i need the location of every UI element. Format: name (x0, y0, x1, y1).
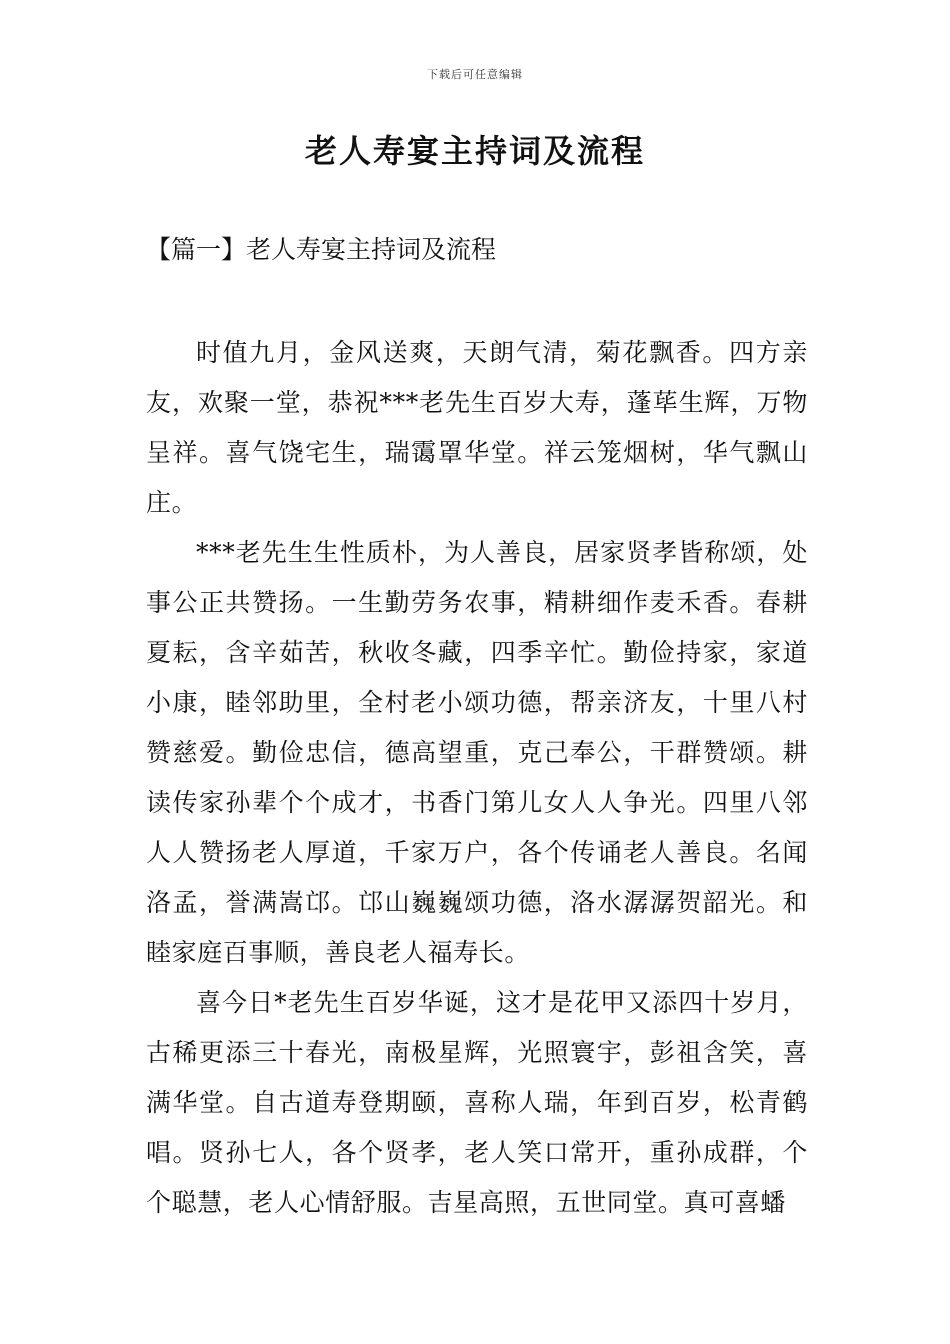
body-text (146, 328, 808, 1228)
document-title: 老人寿宴主持词及流程 (304, 132, 645, 170)
section-heading: 【篇一】老人寿宴主持词及流程 (146, 235, 497, 264)
header-note: 下载后可任意编辑 (427, 68, 523, 81)
paragraph-2: ***老先生生性质朴，为人善良，居家贤孝皆称颂，处事公正共赞扬。一生勤劳务农事，精耕细作麦禾香。春耕夏耘，含辛茹苦，秋收冬藏，四季辛忙。勤俭持家，家道小康，睦邻助里，全村老小颂功德，帮亲济友，十里八村赞慈爱。勤俭忠信，德高望重，克己奉公，干群赞颂。耕读传家孙辈个个成才，书香门第儿女人人争光。四里八邻人人赞扬老人厚道，千家万户，各个传诵老人善良。名闻洛孟，誉满嵩邙。邙山巍巍颂功德，洛水潺潺贺韶光。和睦家庭百事顺，善良老人福寿长。 (146, 538, 808, 967)
paragraph-1: 时值九月，金风送爽，天朗气清，菊花飘香。四方亲友，欢聚一堂，恭祝***老先生百岁大寿，蓬荜生辉，万物呈祥。喜气饶宅生，瑞霭罩华堂。祥云笼烟树，华气飘山庄。 (146, 338, 808, 517)
paragraph-3: 喜今日*老先生百岁华诞，这才是花甲又添四十岁月，古稀更添三十春光，南极星辉，光照寰宇，彭祖含笑，喜满华堂。自古道寿登期颐，喜称人瑞，年到百岁，松青鹤唱。贤孙七人，各个贤孝，老人笑口常开，重孙成群，个个聪慧，老人心情舒服。吉星高照，五世同堂。真可喜蟠 (146, 988, 808, 1217)
